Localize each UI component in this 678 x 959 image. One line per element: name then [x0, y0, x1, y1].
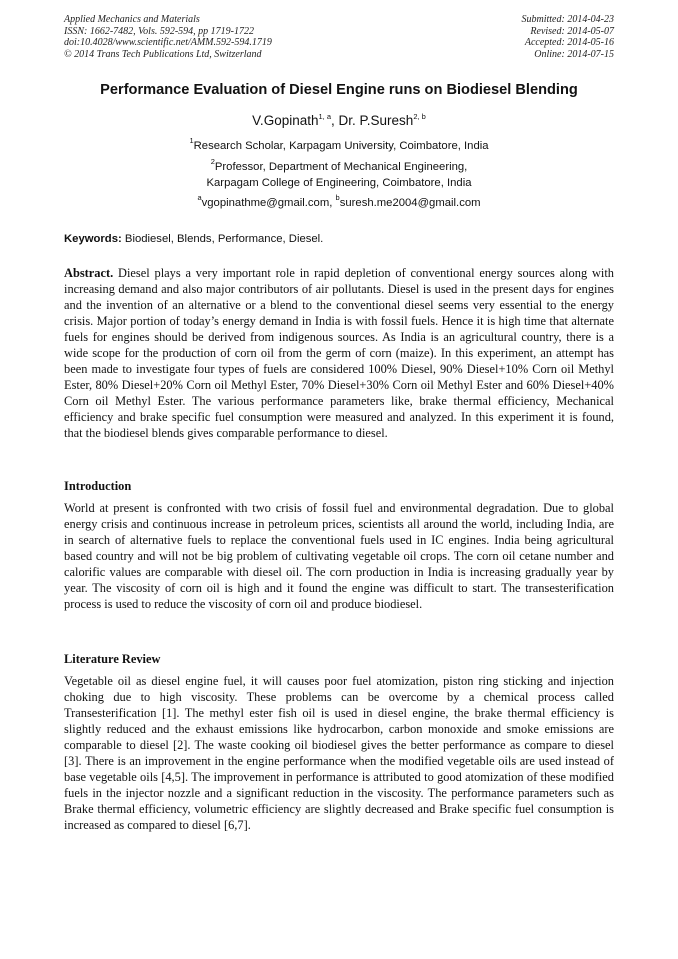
journal-copyright: © 2014 Trans Tech Publications Ltd, Switzerland — [64, 48, 262, 60]
affiliation-1-text: Research Scholar, Karpagam University, Coimbatore, India — [193, 140, 489, 152]
keywords-label: Keywords: — [64, 233, 122, 245]
author-separator: , — [331, 113, 339, 128]
abstract-label: Abstract. — [64, 266, 114, 280]
author-2-marker: 2, b — [413, 111, 426, 121]
author-1: V.Gopinath — [252, 113, 319, 128]
email-line — [40, 195, 638, 211]
email-b: suresh.me2004@gmail.com — [339, 197, 481, 209]
affiliation-1 — [40, 138, 638, 154]
introduction-paragraph: World at present is confronted with two crisis of fossil fuel and environmental degradation. Due to global energy crisis and continuous increase in petroleum prices, scientists all around the world, including India, are in search of alternative fuels to replace the conventional fuels used in IC engines. India being agricultural based country and will not be big problem of cultivating vegetable oil crops. The corn oil cetane number and calorific values are comparable with diesel oil. The corn production in India is increasing gradually year by year. The viscosity of corn oil is high and it found the engine was difficult to start. The transesterification process is used to reduce the viscosity of corn oil and produce biodiesel. — [64, 501, 614, 611]
date-accepted: Accepted: 2014-05-16 — [524, 37, 614, 48]
email-a-marker: a — [197, 193, 202, 203]
author-line — [40, 112, 638, 130]
author-2: Dr. P.Suresh — [338, 113, 414, 128]
section-heading-literature-review: Literature Review — [64, 652, 161, 666]
date-submitted: Submitted: 2014-04-23 — [521, 14, 614, 25]
affiliation-2 — [40, 159, 638, 175]
journal-doi: doi:10.4028/www.scientific.net/AMM.592-594.1719 — [64, 37, 272, 48]
section-heading-introduction: Introduction — [64, 479, 132, 493]
affiliation-2-line-2: Karpagam College of Engineering, Coimbatore, India — [206, 177, 472, 189]
email-b-marker: b — [335, 193, 340, 203]
journal-name: Applied Mechanics and Materials — [64, 14, 200, 25]
abstract — [64, 265, 614, 441]
affiliation-2-line-1: Professor, Department of Mechanical Engineering, — [214, 161, 468, 173]
date-revised: Revised: 2014-05-07 — [530, 25, 614, 37]
author-1-marker: 1, a — [318, 111, 331, 121]
date-online: Online: 2014-07-15 — [534, 48, 614, 60]
affiliation-1-marker: 1 — [189, 136, 194, 146]
keywords — [64, 232, 323, 246]
journal-info — [64, 14, 272, 60]
keywords-text: Biodiesel, Blends, Performance, Diesel. — [121, 233, 324, 245]
literature-review-paragraph: Vegetable oil as diesel engine fuel, it will causes poor fuel atomization, piston ring sticking and injection choking due to high viscosity. These problems can be overcome by a chemical process called Transesterification [1]. The methyl ester fish oil is used in diesel engine, the brake thermal efficiency is slightly reduced and the exhaust emissions like hydrocarbon, carbon monoxide and smoke emissions are comparable to diesel [2]. The waste cooking oil biodiesel gives the better performance as compare to diesel [3]. There is an improvement in the engine performance when the modified vegetable oils are used instead of base vegetable oils [4,5]. The improvement in performance is attributed to good atomization of these modified fuels in the injector nozzle and a significant reduction in the viscosity. The performance parameters such as Brake thermal efficiency, volumetric efficiency are slightly decreased and Brake specific fuel consumption is increased as compared to diesel [6,7]. — [64, 674, 614, 832]
publication-dates — [522, 14, 615, 60]
journal-issn: ISSN: 1662-7482, Vols. 592-594, pp 1719-1722 — [64, 25, 254, 37]
affiliation-2-marker: 2 — [210, 157, 215, 167]
abstract-text: Diesel plays a very important role in rapid depletion of conventional energy sources along with increasing demand and also major contributors of air pollutants. Diesel is used in the present days for engines and the invention of an alternative or a blend to the conventional diesel seems very essential to the energy crisis. Major portion of today’s energy demand in India is with fossil fuels. Hence it is high time that alternate fuels for engines should be derived from indigenous sources. As India is an agricultural country, there is a wide scope for the production of corn oil from the germ of corn (maize). In this experiment, an attempt has been made to investigate four types of fuels are considered 100% Diesel, 90% Diesel+10% Corn oil Methyl Ester, 80% Diesel+20% Corn oil Methyl Ester, 70% Diesel+30% Corn oil Methyl Ester and 60% Diesel+40% Corn oil Methyl Ester. The various performance parameters like, brake thermal efficiency, Mechanical efficiency and brake specific fuel consumption were measured and analyzed. In this experiment it is found, that the biodiesel blends gives comparable performance to diesel. — [64, 266, 614, 440]
email-a: vgopinathme@gmail.com, — [201, 197, 336, 209]
paper-title: Performance Evaluation of Diesel Engine runs on Biodiesel Blending — [100, 82, 578, 98]
